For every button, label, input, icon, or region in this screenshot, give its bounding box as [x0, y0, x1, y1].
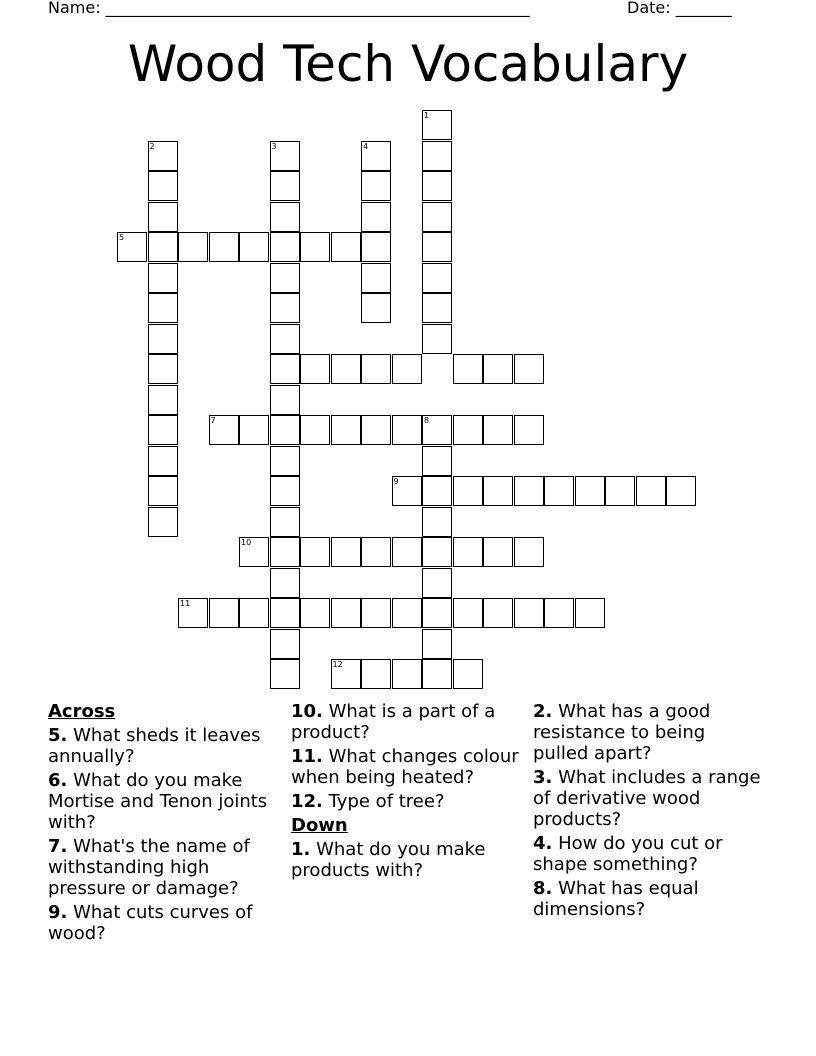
- grid-cell[interactable]: [148, 354, 178, 384]
- grid-cell[interactable]: [270, 354, 300, 384]
- clue-item-text: Type of tree?: [322, 791, 445, 812]
- grid-cell[interactable]: [392, 415, 422, 445]
- grid-cell[interactable]: [239, 415, 269, 445]
- grid-cell[interactable]: [422, 202, 452, 232]
- grid-cell[interactable]: [270, 385, 300, 415]
- clue-item-text: What has equal dimensions?: [533, 878, 699, 920]
- grid-cell[interactable]: [270, 476, 300, 506]
- clue-number: 1: [424, 111, 430, 120]
- grid-cell[interactable]: [422, 415, 452, 445]
- grid-cell[interactable]: [148, 263, 178, 293]
- clue-item: [291, 839, 521, 881]
- clue-item-text: What do you make products with?: [291, 839, 486, 881]
- clue-number: 3: [271, 141, 277, 151]
- grid-cell[interactable]: [361, 171, 391, 201]
- grid-cell[interactable]: [178, 598, 208, 628]
- grid-cell[interactable]: [239, 537, 269, 567]
- grid-cell[interactable]: [361, 263, 391, 293]
- clue-item-text: What changes colour when being heated?: [291, 746, 519, 788]
- grid-cell[interactable]: [148, 446, 178, 476]
- date-field-line: Date: _______: [627, 0, 732, 17]
- grid-cell[interactable]: [453, 659, 483, 689]
- grid-cell[interactable]: [514, 476, 544, 506]
- across-clue-list-continued: [291, 701, 521, 812]
- grid-cell[interactable]: [514, 598, 544, 628]
- clue-number: 2: [149, 141, 155, 151]
- grid-cell[interactable]: [514, 354, 544, 384]
- grid-cell[interactable]: [483, 537, 513, 567]
- grid-cell[interactable]: [209, 415, 239, 445]
- clue-item: [291, 746, 521, 788]
- grid-cell[interactable]: [453, 598, 483, 628]
- grid-cell[interactable]: [361, 202, 391, 232]
- clue-item-number: 5.: [48, 725, 68, 746]
- clue-item-number: 11.: [291, 746, 323, 767]
- clue-number: 11: [180, 599, 191, 608]
- grid-cell[interactable]: [422, 232, 452, 262]
- clue-item-text: What sheds it leaves annually?: [48, 725, 261, 767]
- grid-cell[interactable]: [422, 507, 452, 537]
- grid-cell[interactable]: [422, 110, 452, 140]
- clue-item-number: 2.: [533, 701, 553, 722]
- grid-cell[interactable]: [392, 659, 422, 689]
- grid-cell[interactable]: [117, 232, 147, 262]
- grid-cell[interactable]: [331, 598, 361, 628]
- clues-column-3: [533, 701, 763, 923]
- grid-cell[interactable]: [148, 415, 178, 445]
- clue-number: 5: [119, 233, 125, 242]
- grid-cell[interactable]: [483, 354, 513, 384]
- grid-cell[interactable]: [148, 141, 178, 171]
- grid-cell[interactable]: [270, 232, 300, 262]
- grid-cell[interactable]: [148, 507, 178, 537]
- grid-cell[interactable]: [453, 537, 483, 567]
- across-heading: Across: [48, 701, 116, 722]
- clue-item: [291, 791, 521, 812]
- clue-item: [48, 770, 273, 833]
- grid-cell[interactable]: [209, 598, 239, 628]
- grid-cell[interactable]: [148, 232, 178, 262]
- grid-cell[interactable]: [483, 476, 513, 506]
- grid-cell[interactable]: [148, 293, 178, 323]
- clue-item: [533, 767, 763, 830]
- name-field-line: Name: _____________________________________________________: [48, 0, 530, 17]
- grid-cell[interactable]: [270, 629, 300, 659]
- grid-cell[interactable]: [361, 537, 391, 567]
- grid-cell[interactable]: [331, 354, 361, 384]
- clue-item-text: What is a part of a product?: [291, 701, 496, 743]
- grid-cell[interactable]: [331, 659, 361, 689]
- down-heading: Down: [291, 815, 348, 836]
- grid-cell[interactable]: [300, 537, 330, 567]
- clue-item-number: 7.: [48, 836, 68, 857]
- grid-cell[interactable]: [636, 476, 666, 506]
- clue-item: [291, 701, 521, 743]
- grid-cell[interactable]: [514, 537, 544, 567]
- grid-cell[interactable]: [300, 598, 330, 628]
- grid-cell[interactable]: [148, 385, 178, 415]
- clue-item: [533, 833, 763, 875]
- grid-cell[interactable]: [544, 476, 574, 506]
- grid-cell[interactable]: [483, 415, 513, 445]
- grid-cell[interactable]: [239, 232, 269, 262]
- clue-item-number: 8.: [533, 878, 553, 899]
- grid-cell[interactable]: [544, 598, 574, 628]
- clue-item-text: What do you make Mortise and Tenon joints with?: [48, 770, 268, 833]
- grid-cell[interactable]: [361, 232, 391, 262]
- grid-cell[interactable]: [209, 232, 239, 262]
- clue-item: [48, 902, 273, 944]
- down-clue-list: [291, 839, 521, 881]
- clue-item-text: What includes a range of derivative wood products?: [533, 767, 761, 830]
- grid-cell[interactable]: [422, 476, 452, 506]
- grid-cell[interactable]: [178, 232, 208, 262]
- grid-cell[interactable]: [148, 476, 178, 506]
- grid-cell[interactable]: [361, 659, 391, 689]
- clue-number: 7: [210, 416, 216, 425]
- grid-cell[interactable]: [361, 293, 391, 323]
- grid-cell[interactable]: [422, 537, 452, 567]
- grid-cell[interactable]: [331, 415, 361, 445]
- clue-item: [48, 725, 273, 767]
- grid-cell[interactable]: [422, 629, 452, 659]
- down-clue-list-continued: [533, 701, 763, 920]
- clues-column-1: [48, 701, 273, 947]
- grid-cell[interactable]: [392, 354, 422, 384]
- grid-cell[interactable]: [422, 293, 452, 323]
- grid-cell[interactable]: [270, 507, 300, 537]
- grid-cell[interactable]: [331, 232, 361, 262]
- grid-cell[interactable]: [422, 446, 452, 476]
- grid-cell[interactable]: [361, 141, 391, 171]
- clue-item-number: 4.: [533, 833, 553, 854]
- grid-cell[interactable]: [270, 659, 300, 689]
- grid-cell[interactable]: [392, 476, 422, 506]
- grid-cell[interactable]: [300, 415, 330, 445]
- grid-cell[interactable]: [331, 537, 361, 567]
- grid-cell[interactable]: [270, 141, 300, 171]
- grid-cell[interactable]: [605, 476, 635, 506]
- clue-item-number: 3.: [533, 767, 553, 788]
- grid-cell[interactable]: [270, 171, 300, 201]
- clue-number: 4: [363, 141, 369, 151]
- grid-cell[interactable]: [148, 324, 178, 354]
- grid-cell[interactable]: [575, 598, 605, 628]
- clue-item-number: 12.: [291, 791, 323, 812]
- grid-cell[interactable]: [361, 415, 391, 445]
- across-clue-list: [48, 725, 273, 944]
- grid-cell[interactable]: [270, 415, 300, 445]
- clue-item-text: What cuts curves of wood?: [48, 902, 253, 944]
- clues-column-2: [291, 701, 521, 884]
- grid-cell[interactable]: [361, 598, 391, 628]
- clue-item-number: 6.: [48, 770, 68, 791]
- clue-number: 12: [332, 660, 343, 669]
- clue-item-text: What has a good resistance to being pulled apart?: [533, 701, 711, 764]
- grid-cell[interactable]: [270, 598, 300, 628]
- grid-cell[interactable]: [270, 537, 300, 567]
- grid-cell[interactable]: [422, 598, 452, 628]
- clue-item-text: What's the name of withstanding high pressure or damage?: [48, 836, 250, 899]
- grid-cell[interactable]: [239, 598, 269, 628]
- grid-cell[interactable]: [361, 354, 391, 384]
- clue-item: [48, 836, 273, 899]
- grid-cell[interactable]: [422, 659, 452, 689]
- grid-cell[interactable]: [422, 324, 452, 354]
- grid-cell[interactable]: [270, 293, 300, 323]
- grid-cell[interactable]: [392, 537, 422, 567]
- grid-cell[interactable]: [148, 202, 178, 232]
- grid-cell[interactable]: [300, 354, 330, 384]
- grid-cell[interactable]: [422, 141, 452, 171]
- grid-cell[interactable]: [270, 568, 300, 598]
- grid-cell[interactable]: [483, 598, 513, 628]
- clue-item-text: How do you cut or shape something?: [533, 833, 723, 875]
- clue-item: [533, 878, 763, 920]
- grid-cell[interactable]: [422, 568, 452, 598]
- clue-item: [533, 701, 763, 764]
- clue-item-number: 10.: [291, 701, 323, 722]
- clue-number: 8: [424, 416, 430, 425]
- grid-cell[interactable]: [148, 171, 178, 201]
- grid-cell[interactable]: [270, 324, 300, 354]
- grid-cell[interactable]: [575, 476, 605, 506]
- grid-cell[interactable]: [270, 202, 300, 232]
- clue-number: 10: [241, 538, 252, 547]
- clue-item-number: 1.: [291, 839, 311, 860]
- grid-cell[interactable]: [392, 598, 422, 628]
- grid-cell[interactable]: [666, 476, 696, 506]
- clue-item-number: 9.: [48, 902, 68, 923]
- grid-cell[interactable]: [270, 263, 300, 293]
- grid-cell[interactable]: [422, 263, 452, 293]
- grid-cell[interactable]: [453, 354, 483, 384]
- grid-cell[interactable]: [514, 415, 544, 445]
- grid-cell[interactable]: [422, 171, 452, 201]
- grid-cell[interactable]: [270, 446, 300, 476]
- page-title: Wood Tech Vocabulary: [127, 35, 689, 93]
- grid-cell[interactable]: [300, 232, 330, 262]
- grid-cell[interactable]: [453, 415, 483, 445]
- grid-cell[interactable]: [453, 476, 483, 506]
- clue-number: 9: [393, 477, 399, 486]
